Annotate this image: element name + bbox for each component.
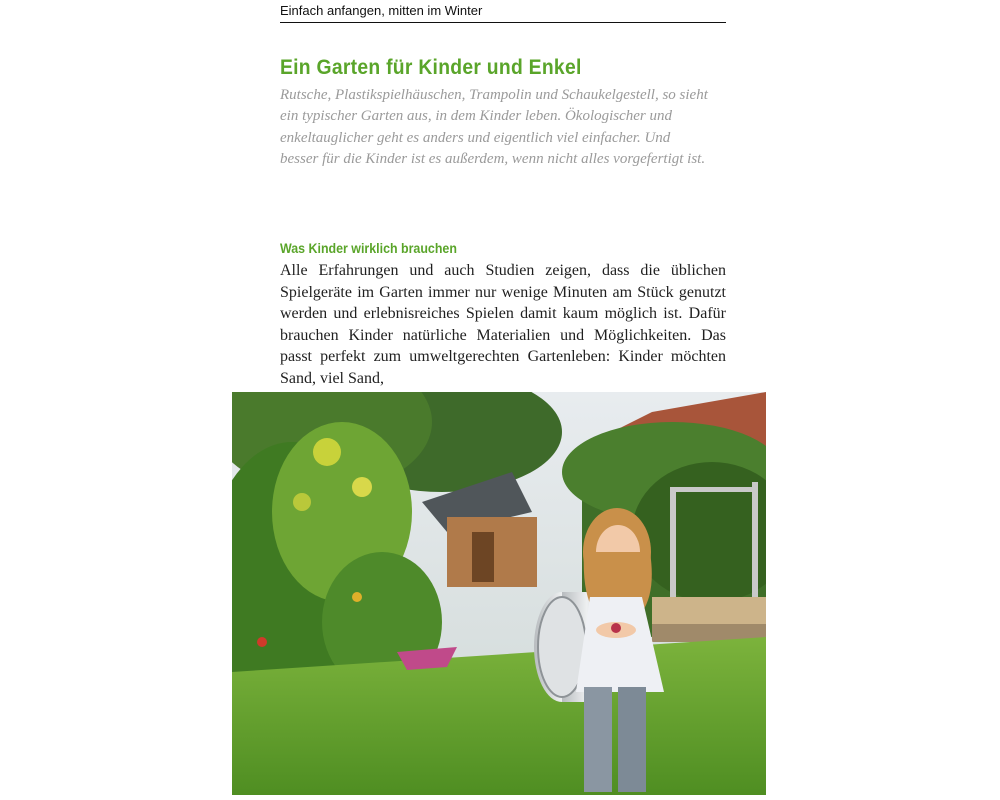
lead-paragraph: Rutsche, Plastikspielhäuschen, Trampolin und Schaukelgestell, so sieht ein typischer Garten aus, in dem Kinder leben. Ökologischer und enkeltauglicher geht es anders und eigentlich viel einfacher. Und besser für die Kinder ist es außerdem, wenn nicht alles vorgefertigt ist. <box>280 87 708 168</box>
section-subheading: Was Kinder wirklich brauchen <box>280 241 457 256</box>
garden-photo-illustration <box>232 392 766 795</box>
body-paragraph: Alle Erfahrungen und auch Studien zeigen, dass die üblichen Spielgeräte im Garten immer nur wenige Minuten am Stück genutzt werden und erlebnisreiches Spielen damit kaum möglich ist. Dafür brauchen Kinder natürliche Materialien und Möglichkeiten. Das passt perfekt zum umweltgerechten Gartenleben: Kinder möchten Sand, viel Sand, <box>280 262 726 387</box>
garden-photo <box>232 392 766 795</box>
article-title: Ein Garten für Kinder und Enkel <box>280 56 582 79</box>
running-head: Einfach anfangen, mitten im Winter <box>280 2 726 23</box>
